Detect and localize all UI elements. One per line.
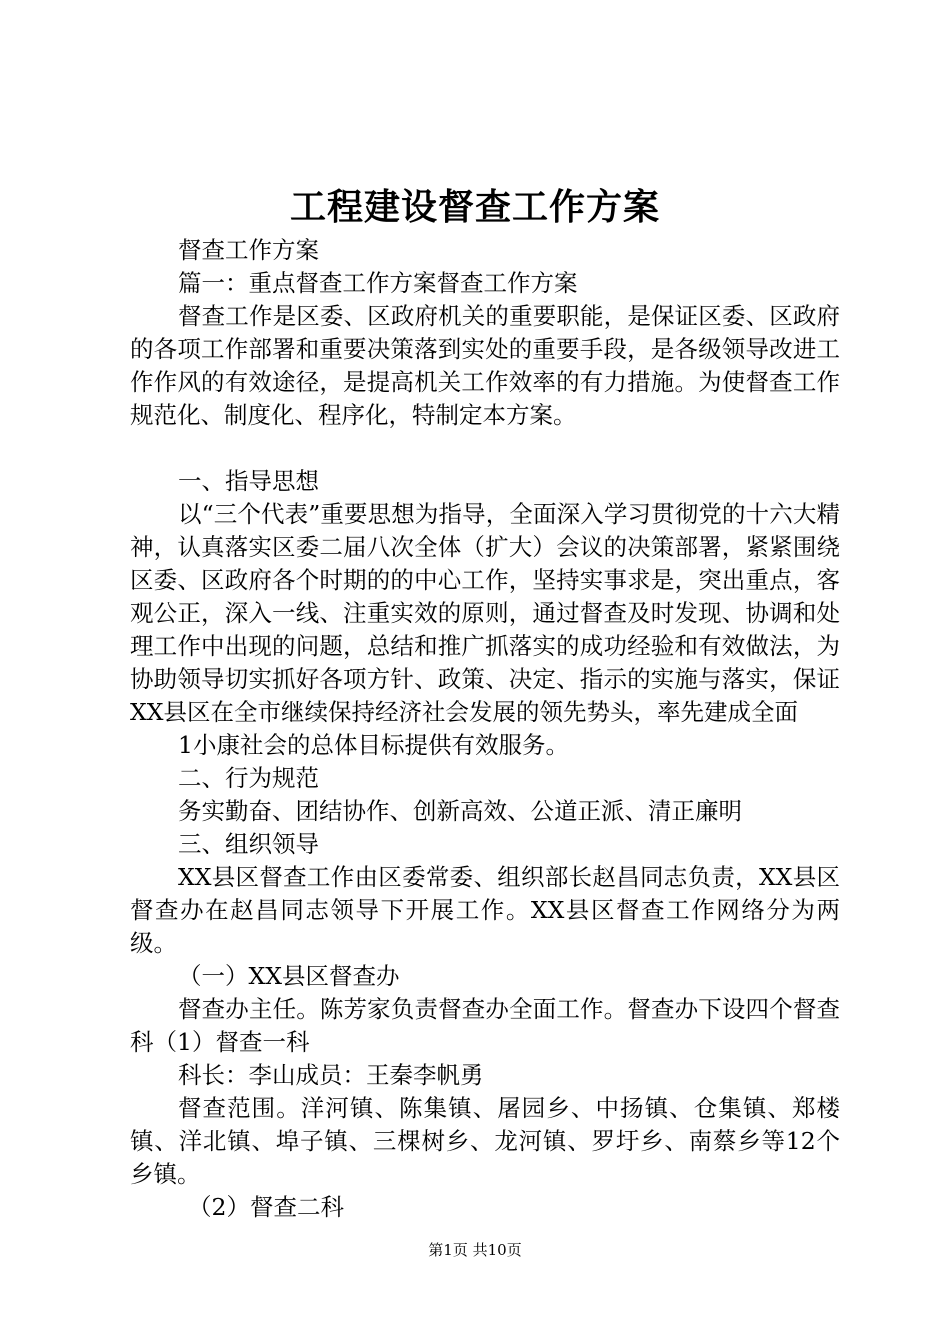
section-heading: 一、指导思想 xyxy=(178,467,319,495)
paragraph: 督查工作方案 xyxy=(178,236,319,264)
paragraph: XX县区督查工作由区委常委、组织部长赵昌同志负责，XX县区督查办在赵昌同志领导下开展工作。XX县区督查工作网络分为两级。 xyxy=(130,863,840,957)
section-heading: 三、组织领导 xyxy=(178,830,319,858)
paragraph: 务实勤奋、团结协作、创新高效、公道正派、清正廉明 xyxy=(178,797,742,825)
page-footer: 第1页 共10页 xyxy=(428,1241,522,1259)
paragraph: 篇一：重点督查工作方案督查工作方案 xyxy=(178,269,578,297)
section-heading: 二、行为规范 xyxy=(178,764,319,792)
paragraph: 科长：李山成员：王秦李帆勇 xyxy=(178,1061,484,1089)
subsection-heading: （一）XX县区督查办 xyxy=(178,962,400,990)
paragraph: 督查办主任。陈芳家负责督查办全面工作。督查办下设四个督查科（1）督查一科 xyxy=(130,995,840,1056)
paragraph: 以“三个代表”重要思想为指导，全面深入学习贯彻党的十六大精神，认真落实区委二届八次全体（扩大）会议的决策部署，紧紧围绕区委、区政府各个时期的的中心工作，坚持实事求是，突出重点，客观公正，深入一线、注重实效的原则，通过督查及时发现、协调和处理工作中出现的问题，总结和推广抓落实的成功经验和有效做法，为协助领导切实抓好各项方针、政策、决定、指示的实施与落实，保证XX县区在全市继续保持经济社会发展的领先势头，率先建成全面 xyxy=(130,500,840,726)
paragraph: 督查范围。洋河镇、陈集镇、屠园乡、中扬镇、仓集镇、郑楼镇、洋北镇、埠子镇、三棵树乡、龙河镇、罗圩乡、南蔡乡等12个乡镇。 xyxy=(130,1094,840,1188)
document-title: 工程建设督查工作方案 xyxy=(289,186,660,228)
paragraph: 1小康社会的总体目标提供有效服务。 xyxy=(178,731,569,759)
document-body xyxy=(130,234,840,1224)
paragraph: 督查工作是区委、区政府机关的重要职能，是保证区委、区政府的各项工作部署和重要决策落到实处的重要手段，是各级领导改进工作作风的有效途径，是提高机关工作效率的有力措施。为使督查工作规范化、制度化、程序化，特制定本方案。 xyxy=(130,302,840,429)
subsection-heading: （2）督查二科 xyxy=(188,1193,344,1221)
